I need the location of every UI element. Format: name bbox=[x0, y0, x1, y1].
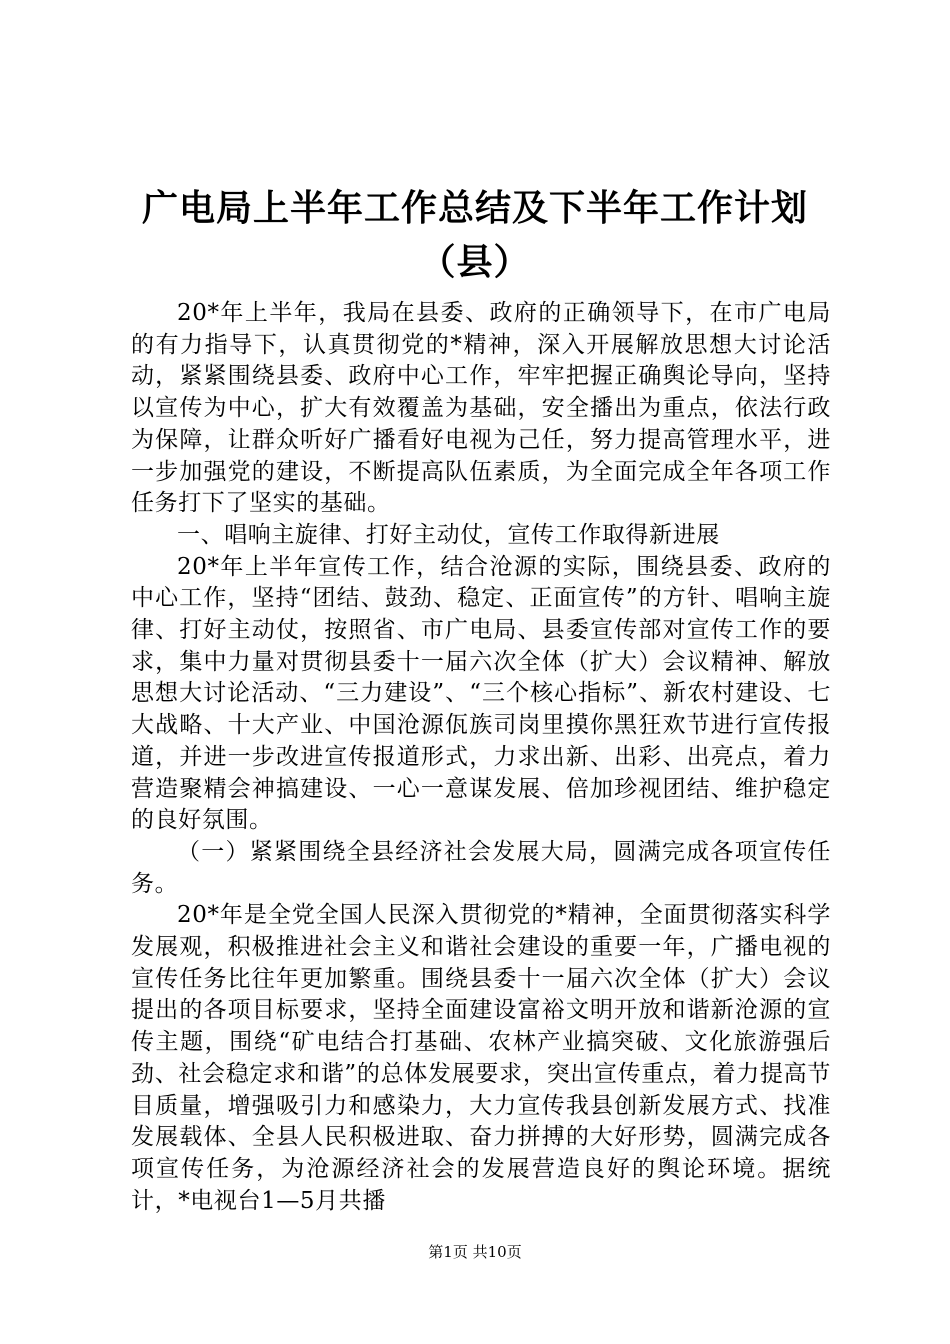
page-total: 共10页 bbox=[472, 1243, 522, 1261]
subsection-heading-1: （一）紧紧围绕全县经济社会发展大局，圆满完成各项宣传任务。 bbox=[131, 838, 831, 897]
page-number: 第1页 bbox=[428, 1243, 468, 1261]
document-title: 广电局上半年工作总结及下半年工作计划 bbox=[141, 187, 808, 229]
section-heading-1: 一、唱响主旋律、打好主动仗，宣传工作取得新进展 bbox=[177, 521, 720, 548]
paragraph-section-1: 20*年上半年宣传工作，结合沧源的实际，围绕县委、政府的中心工作，坚持“团结、鼓劲、稳定、正面宣传”的方针、唱响主旋律、打好主动仗，按照省、市广电局、县委宣传部对宣传工作的要求，集中力量对贯彻县委十一届六次全体（扩大）会议精神、解放思想大讨论活动、“三力建设”、“三个核心指标”、新农村建设、七大战略、十大产业、中国沧源佤族司岗里摸你黑狂欢节进行宣传报道，并进一步改进宣传报道形式，力求出新、出彩、出亮点，着力营造聚精会神搞建设、一心一意谋发展、倍加珍视团结、维护稳定的良好氛围。 bbox=[131, 553, 831, 834]
document-body bbox=[131, 298, 831, 1217]
document-title-suffix: （县） bbox=[419, 241, 531, 283]
paragraph-subsection-1: 20*年是全党全国人民深入贯彻党的*精神，全面贯彻落实科学发展观，积极推进社会主义和谐社会建设的重要一年，广播电视的宣传任务比往年更加繁重。围绕县委十一届六次全体（扩大）会议提出的各项目标要求，坚持全面建设富裕文明开放和谐新沧源的宣传主题，围绕“矿电结合打基础、农林产业搞突破、文化旅游强后劲、社会稳定求和谐”的总体发展要求，突出宣传重点，着力提高节目质量，增强吸引力和感染力，大力宣传我县创新发展方式、找准发展载体、全县人民积极进取、奋力拼搏的大好形势，圆满完成各项宣传任务，为沧源经济社会的发展营造良好的舆论环境。据统计，*电视台1—5月共播 bbox=[131, 902, 831, 1214]
paragraph-intro: 20*年上半年，我局在县委、政府的正确领导下，在市广电局的有力指导下，认真贯彻党的*精神，深入开展解放思想大讨论活动，紧紧围绕县委、政府中心工作，牢牢把握正确舆论导向，坚持以宣传为中心，扩大有效覆盖为基础，安全播出为重点，依法行政为保障，让群众听好广播看好电视为己任，努力提高管理水平，进一步加强党的建设，不断提高队伍素质，为全面完成全年各项工作任务打下了坚实的基础。 bbox=[131, 300, 831, 517]
page-footer bbox=[0, 1242, 950, 1262]
